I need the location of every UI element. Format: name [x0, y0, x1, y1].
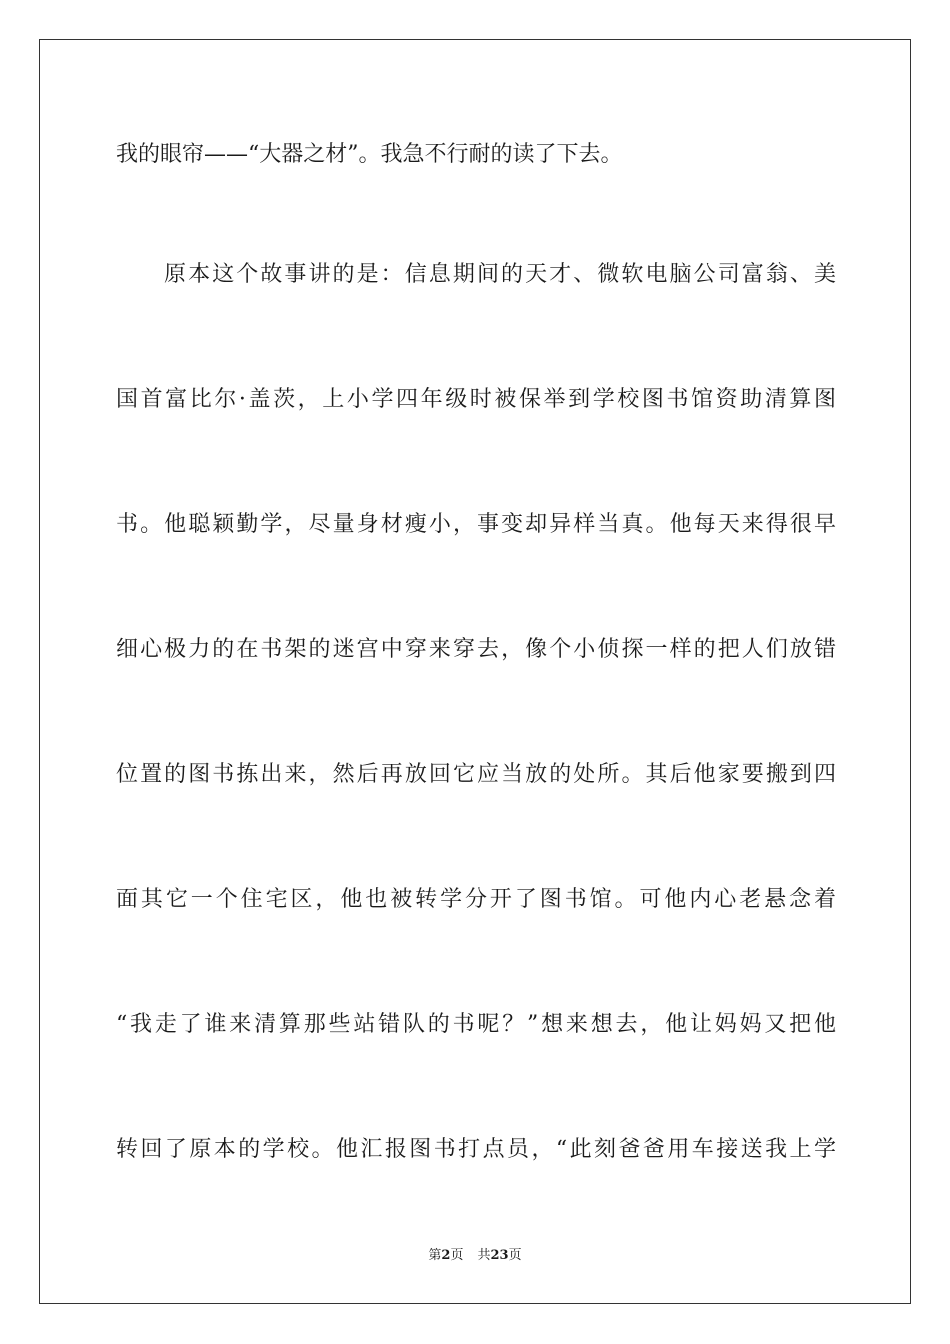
text-line-6: 位置的图书拣出来，然后再放回它应当放的处所。其后他家要搬到四	[116, 762, 836, 787]
text-line-8: “我走了谁来清算那些站错队的书呢？”想来想去，他让妈妈又把他	[116, 1012, 836, 1037]
text-line-3: 国首富比尔·盖茨，上小学四年级时被保举到学校图书馆资助清算图	[116, 387, 836, 412]
footer-total-suffix: 页	[508, 1248, 522, 1263]
footer-page-prefix: 第	[428, 1248, 442, 1263]
page-footer	[0, 1247, 950, 1265]
footer-total-pages: 23	[490, 1248, 509, 1263]
footer-page-number: 2	[441, 1248, 451, 1263]
text-line-2: 原本这个故事讲的是：信息期间的天才、微软电脑公司富翁、美	[164, 262, 836, 287]
page-border	[39, 39, 911, 1304]
footer-page-suffix: 页	[450, 1248, 464, 1263]
text-line-7: 面其它一个住宅区，他也被转学分开了图书馆。可他内心老悬念着	[116, 887, 836, 912]
text-line-9: 转回了原本的学校。他汇报图书打点员，“此刻爸爸用车接送我上学	[116, 1137, 836, 1162]
footer-total-prefix: 共	[477, 1248, 491, 1263]
text-line-1: 我的眼帘——“大器之材”。我急不行耐的读了下去。	[116, 142, 623, 167]
text-line-5: 细心极力的在书架的迷宫中穿来穿去，像个小侦探一样的把人们放错	[116, 637, 836, 662]
text-line-4: 书。他聪颖勤学，尽量身材瘦小，事变却异样当真。他每天来得很早	[116, 512, 836, 537]
